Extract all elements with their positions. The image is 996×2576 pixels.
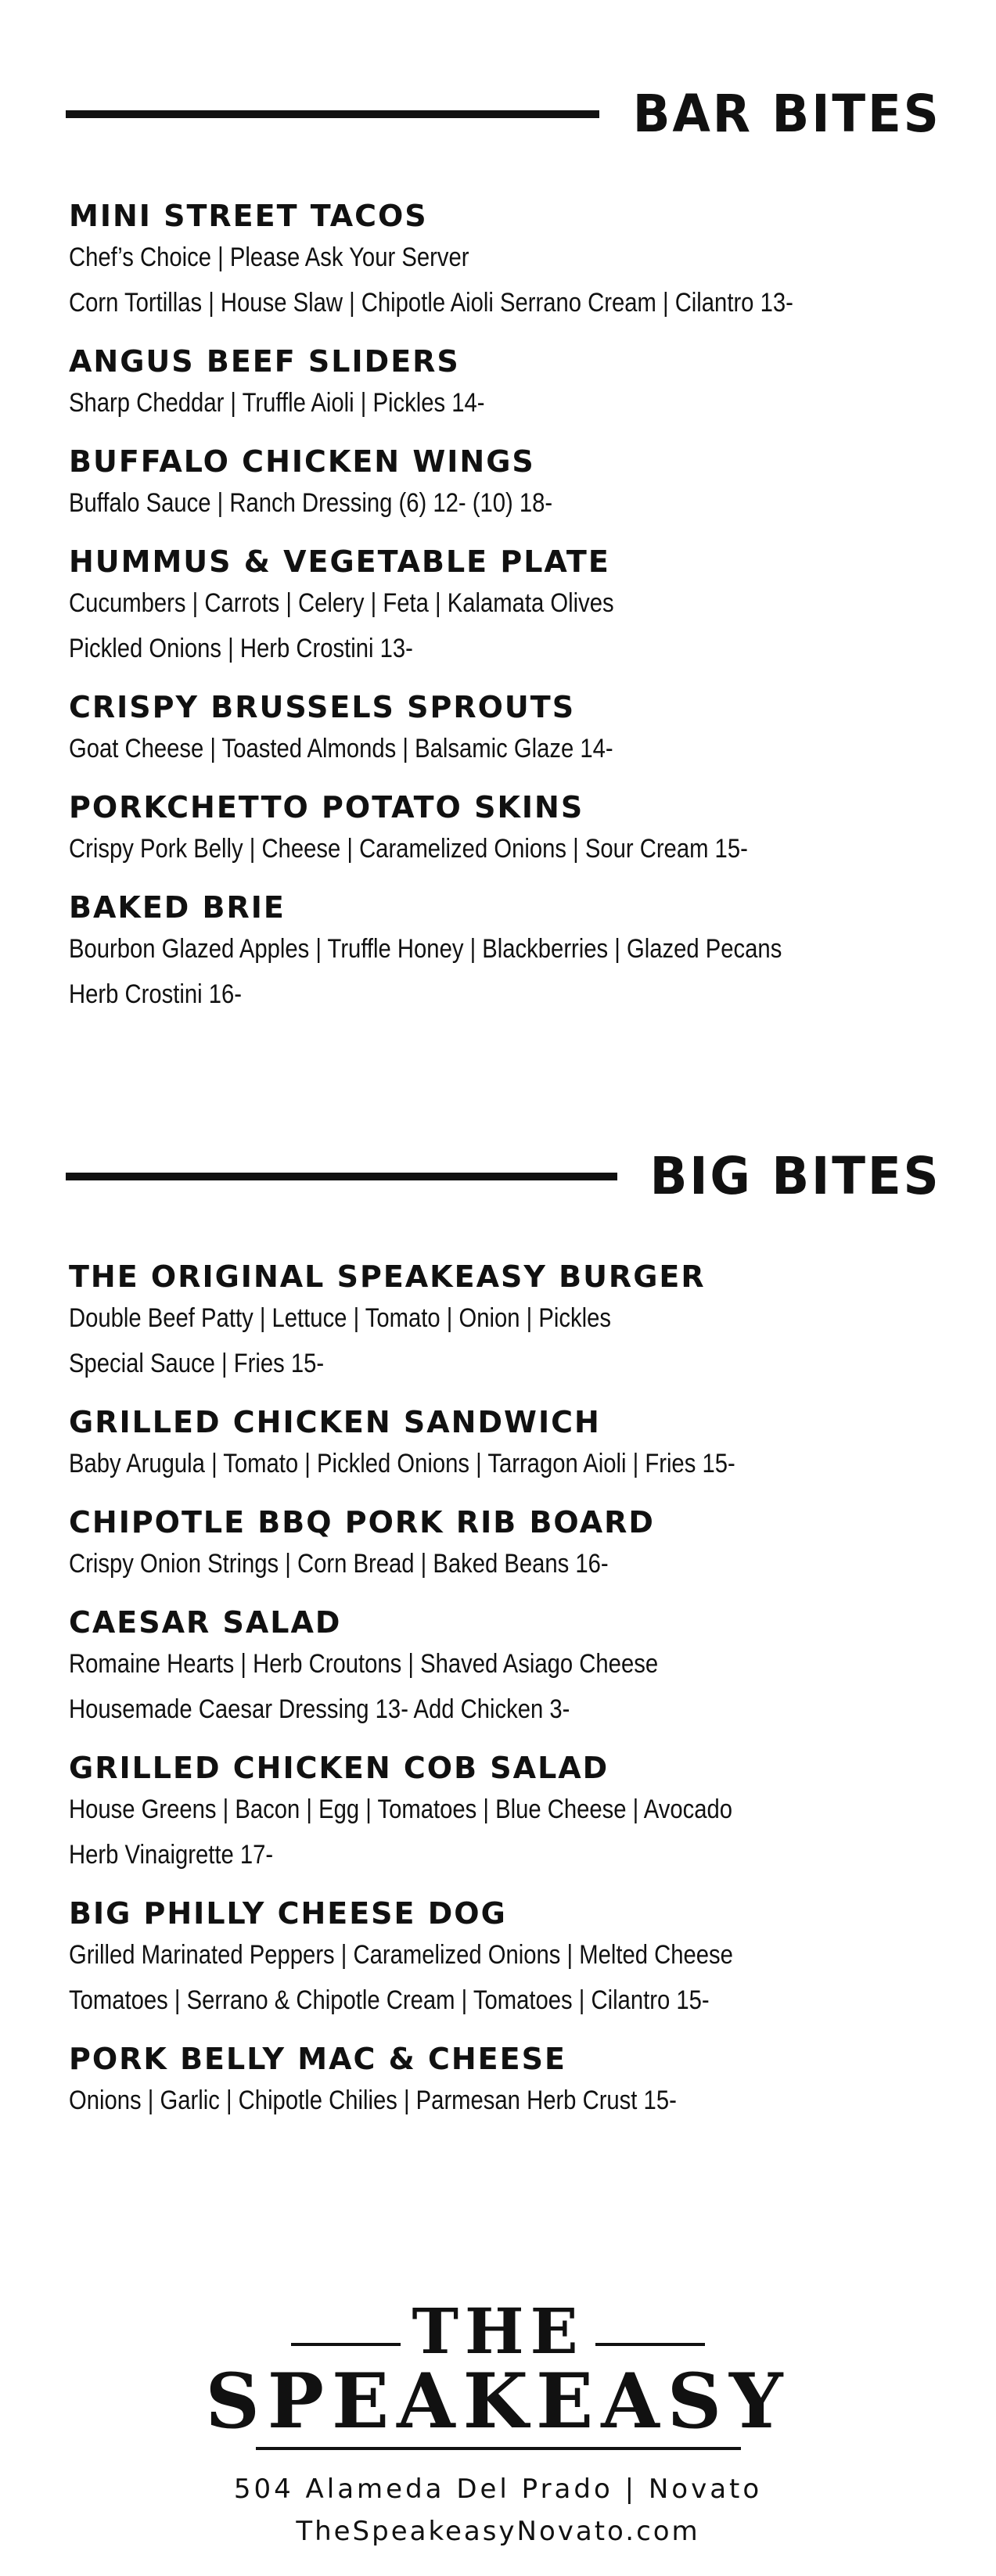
menu-item-description: Special Sauce | Fries 15- (69, 1349, 325, 1378)
big-bites-title: BIG BITES (650, 1146, 941, 1206)
menu-item-name: BUFFALO CHICKEN WINGS (69, 444, 535, 479)
menu-item-name: THE ORIGINAL SPEAKEASY BURGER (69, 1259, 706, 1294)
menu-item-description: Onions | Garlic | Chipotle Chilies | Parmesan Herb Crust 15- (69, 2086, 677, 2115)
menu-item-description: Baby Arugula | Tomato | Pickled Onions | Tarragon Aioli | Fries 15- (69, 1449, 735, 1478)
menu-item-description: Double Beef Patty | Lettuce | Tomato | Onion | Pickles (69, 1303, 611, 1333)
menu-item-description: Chef’s Choice | Please Ask Your Server (69, 243, 469, 272)
menu-item-description: Grilled Marinated Peppers | Caramelized Onions | Melted Cheese (69, 1940, 733, 1970)
menu-item-description: Housemade Caesar Dressing 13- Add Chicken 3- (69, 1694, 570, 1724)
menu-item-description: House Greens | Bacon | Egg | Tomatoes | Blue Cheese | Avocado (69, 1795, 733, 1824)
menu-item (69, 1749, 961, 1877)
header-rule (66, 1173, 617, 1180)
logo-word-the: THE (412, 2294, 584, 2368)
menu-item-name: BAKED BRIE (69, 890, 286, 925)
menu-item-description: Bourbon Glazed Apples | Truffle Honey | Blackberries | Glazed Pecans (69, 934, 782, 964)
menu-item-name: PORK BELLY MAC & CHEESE (69, 2042, 566, 2076)
menu-item (69, 1895, 961, 2023)
menu-item (69, 2040, 961, 2123)
menu-item-description: Romaine Hearts | Herb Croutons | Shaved Asiago Cheese (69, 1649, 659, 1679)
menu-item-name: CRISPY BRUSSELS SPROUTS (69, 690, 576, 724)
menu-item-description: Goat Cheese | Toasted Almonds | Balsamic Glaze 14- (69, 734, 613, 763)
bar-bites-title: BAR BITES (633, 84, 941, 144)
menu-item-description: Herb Vinaigrette 17- (69, 1840, 274, 1870)
menu-item (69, 197, 961, 325)
menu-item (69, 543, 961, 671)
menu-item-name: MINI STREET TACOS (69, 199, 428, 233)
big-bites-list (69, 1258, 961, 2123)
menu-item-description: Buffalo Sauce | Ranch Dressing (6) 12- (10) 18- (69, 488, 553, 518)
menu-item (69, 443, 961, 526)
menu-item-description: Corn Tortillas | House Slaw | Chipotle Aioli Serrano Cream | Cilantro 13- (69, 288, 793, 318)
menu-item-name: GRILLED CHICKEN SANDWICH (69, 1405, 601, 1439)
menu-item-name: HUMMUS & VEGETABLE PLATE (69, 544, 610, 579)
bar-bites-list (69, 197, 961, 1017)
menu-item (69, 1403, 961, 1486)
menu-item (69, 889, 961, 1017)
menu-item (69, 1604, 961, 1732)
menu-item-name: ANGUS BEEF SLIDERS (69, 344, 460, 379)
big-bites-header (66, 1145, 941, 1208)
menu-item-name: GRILLED CHICKEN COB SALAD (69, 1751, 609, 1785)
menu-item-name: PORKCHETTO POTATO SKINS (69, 790, 584, 825)
menu-item (69, 1258, 961, 1386)
menu-item-description: Pickled Onions | Herb Crostini 13- (69, 634, 413, 663)
menu-item-name: BIG PHILLY CHEESE DOG (69, 1896, 507, 1931)
menu-item (69, 343, 961, 426)
address-text: 504 Alameda Del Prado | Novato (233, 2474, 763, 2505)
logo-word-speakeasy: SPEAKEASY (205, 2357, 791, 2445)
menu-item-description: Tomatoes | Serrano & Chipotle Cream | Tomatoes | Cilantro 15- (69, 1985, 710, 2015)
bar-bites-header (66, 83, 941, 146)
menu-item-description: Crispy Onion Strings | Corn Bread | Baked Beans 16- (69, 1549, 609, 1579)
menu-item-name: CAESAR SALAD (69, 1605, 342, 1640)
logo-rule-right (595, 2343, 705, 2346)
menu-item-description: Crispy Pork Belly | Cheese | Caramelized Onions | Sour Cream 15- (69, 834, 748, 864)
speakeasy-logo (0, 2294, 996, 2547)
menu-item-description: Cucumbers | Carrots | Celery | Feta | Kalamata Olives (69, 588, 614, 618)
menu-item (69, 688, 961, 771)
menu-item-description: Herb Crostini 16- (69, 979, 243, 1009)
header-rule (66, 110, 599, 118)
menu-item-name: CHIPOTLE BBQ PORK RIB BOARD (69, 1505, 655, 1539)
website-text: TheSpeakeasyNovato.com (296, 2516, 700, 2547)
logo-top-row (0, 2294, 996, 2368)
logo-rule-bottom (256, 2447, 741, 2450)
menu-item (69, 789, 961, 871)
menu-item-description: Sharp Cheddar | Truffle Aioli | Pickles 14- (69, 388, 485, 418)
logo-rule-left (291, 2343, 401, 2346)
menu-item (69, 1504, 961, 1586)
